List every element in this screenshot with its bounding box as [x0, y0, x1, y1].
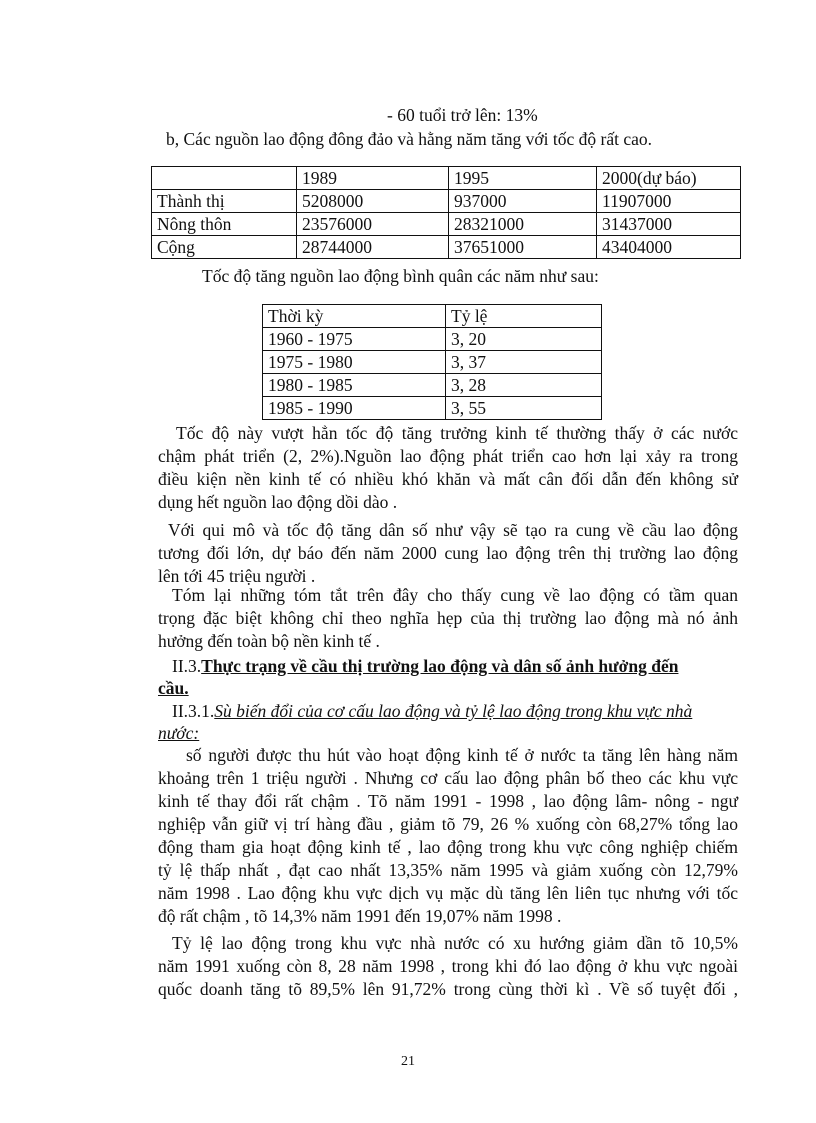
- table-cell: 5208000: [297, 190, 449, 213]
- subsection-title: Sù biến đổi của cơ cấu lao động và tỷ lệ lao động trong khu vực nhà: [214, 701, 693, 721]
- table-header-row: [152, 167, 741, 190]
- table-row: [263, 328, 602, 351]
- table-header-cell: Thời kỳ: [263, 305, 446, 328]
- table-header-cell: [152, 167, 297, 190]
- paragraph-line: Tốc độ này vượt hẳn tốc độ tăng trưởng kinh tế thường thấy ở các nước: [176, 423, 738, 443]
- paragraph-line: quốc doanh tăng tõ 89,5% lên 91,72% trong cùng thời kì . Về số tuyệt đối ,: [158, 979, 738, 999]
- table-cell: 1975 - 1980: [263, 351, 446, 374]
- section-number: II.3.: [172, 656, 202, 676]
- paragraph-line: Tỷ lệ lao động trong khu vực nhà nước có xu hướng giảm dần tõ 10,5%: [172, 933, 738, 953]
- heading-b: b, Các nguồn lao động đông đảo và hằng năm tăng với tốc độ rất cao.: [166, 129, 653, 149]
- paragraph-line: năm 1998 . Lao động khu vực dịch vụ mặc dù tăng lên liên tục nhưng với tốc: [158, 883, 738, 903]
- paragraph-line: Với qui mô và tốc độ tăng dân số như vậy sẽ tạo ra cung về cầu lao động: [168, 520, 738, 540]
- paragraph-line: động tham gia hoạt động kinh tế , lao động trong khu vực công nghiệp chiếm: [158, 837, 738, 857]
- table-header-cell: 1989: [297, 167, 449, 190]
- paragraph-line: điều kiện nền kinh tế có nhiều khó khăn và mất cân đối dẫn đến không sử: [158, 469, 738, 489]
- table-row: [263, 397, 602, 420]
- table2-caption: Tốc độ tăng nguồn lao động bình quân các năm như sau:: [202, 266, 599, 286]
- table-header-row: [263, 305, 602, 328]
- paragraph-line: dụng hết nguồn lao động dồi dào .: [158, 492, 398, 512]
- paragraph-line: trọng đặc biệt không chỉ theo nghĩa hẹp của thị trường lao động mà nó ảnh: [158, 608, 738, 628]
- table-cell: 1985 - 1990: [263, 397, 446, 420]
- paragraph-line: kinh tế thay đổi rất chậm . Tõ năm 1991 - 1998 , lao động lâm- nông - ngư: [158, 791, 738, 811]
- paragraph-line: khoảng trên 1 triệu người . Nhưng cơ cấu lao động phân bố theo các khu vực: [158, 768, 738, 788]
- paragraph-line: số người được thu hút vào hoạt động kinh tế ở nước ta tăng lên hàng năm: [186, 745, 738, 765]
- table-row: [152, 213, 741, 236]
- paragraph-line: tương đối lớn, dự báo đến năm 2000 cung lao động trên thị trường lao động: [158, 543, 738, 563]
- table-cell: 1980 - 1985: [263, 374, 446, 397]
- section-title: Thực trạng về cầu thị trường lao động và dân số ảnh hưởng đến: [201, 656, 679, 676]
- subsection-heading: [172, 700, 692, 722]
- paragraph-line: tỷ lệ thấp nhất , đạt cao nhất 13,35% năm 1995 và giảm xuống còn 12,79%: [158, 860, 738, 880]
- paragraph-line: Tóm lại những tóm tắt trên đây cho thấy cung về lao động có tầm quan: [172, 585, 738, 605]
- table-header-cell: 2000(dự báo): [597, 167, 741, 190]
- table-cell: Cộng: [152, 236, 297, 259]
- age-line: - 60 tuổi trở lên: 13%: [387, 105, 538, 125]
- table-cell: 28321000: [449, 213, 597, 236]
- table-cell: 3, 55: [446, 397, 602, 420]
- table-header-cell: 1995: [449, 167, 597, 190]
- table-header-cell: Tỷ lệ: [446, 305, 602, 328]
- table-cell: 3, 20: [446, 328, 602, 351]
- paragraph-line: nghiệp vẫn giữ vị trí hàng đầu , giảm tõ 79, 26 % xuống còn 68,27% tổng lao: [158, 814, 738, 834]
- paragraph-line: chậm phát triển (2, 2%).Nguồn lao động phát triển cao hơn lại xảy ra trong: [158, 446, 738, 466]
- paragraph-line: hưởng đến toàn bộ nền kinh tế .: [158, 631, 380, 651]
- table-cell: Thành thị: [152, 190, 297, 213]
- subsection-title-cont: nước:: [158, 723, 200, 743]
- labor-source-table: [151, 166, 741, 259]
- table-cell: 3, 28: [446, 374, 602, 397]
- table-cell: 1960 - 1975: [263, 328, 446, 351]
- table-row: [152, 236, 741, 259]
- table-cell: 43404000: [597, 236, 741, 259]
- table-row: [263, 351, 602, 374]
- page-number: 21: [401, 1054, 415, 1069]
- table-cell: Nông thôn: [152, 213, 297, 236]
- paragraph-line: lên tới 45 triệu người .: [158, 566, 316, 586]
- paragraph-line: năm 1991 xuống còn 8, 28 năm 1998 , trong khi đó lao động ở khu vực ngoài: [158, 956, 738, 976]
- table-cell: 37651000: [449, 236, 597, 259]
- growth-rate-table: [262, 304, 602, 420]
- table-cell: 3, 37: [446, 351, 602, 374]
- table-cell: 11907000: [597, 190, 741, 213]
- table-cell: 23576000: [297, 213, 449, 236]
- table-cell: 937000: [449, 190, 597, 213]
- section-title-cont: cầu.: [158, 678, 189, 698]
- paragraph-line: độ rất chậm , tõ 14,3% năm 1991 đến 19,07% năm 1998 .: [158, 906, 562, 926]
- table-row: [152, 190, 741, 213]
- section-heading: [172, 655, 740, 677]
- table-cell: 31437000: [597, 213, 741, 236]
- table-cell: 28744000: [297, 236, 449, 259]
- subsection-number: II.3.1.: [172, 701, 215, 721]
- table-row: [263, 374, 602, 397]
